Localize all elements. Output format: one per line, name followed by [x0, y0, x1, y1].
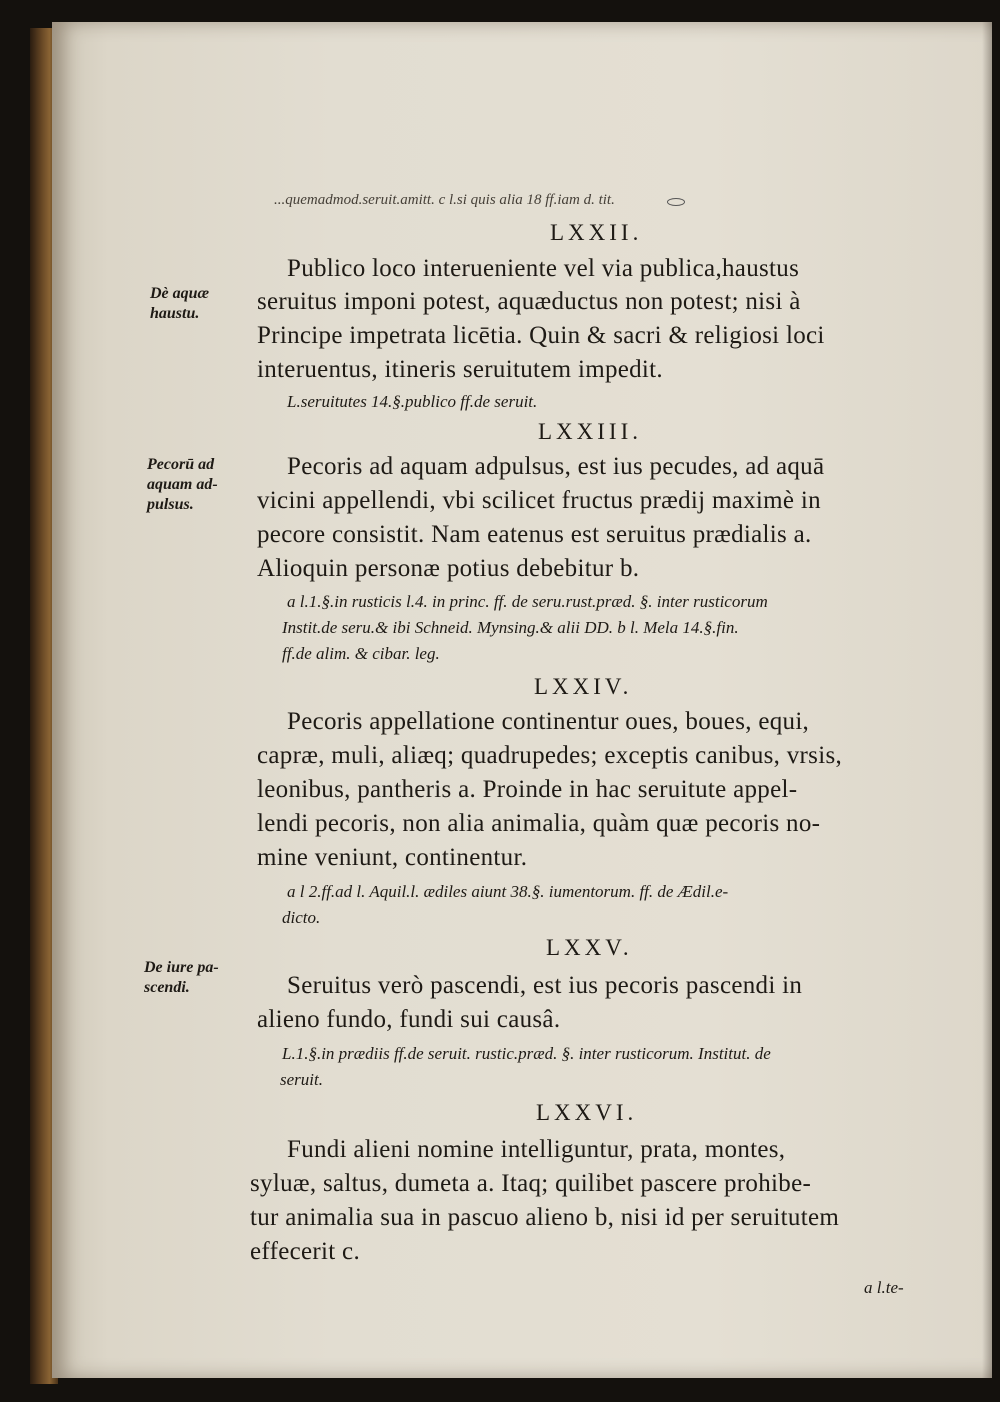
citation-line: L.1.§.in prædiis ff.de seruit. rustic.præd. §. inter rusticorum. Institut. de — [282, 1044, 771, 1063]
citation-line: Instit.de seru.& ibi Schneid. Mynsing.& alii DD. b l. Mela 14.§.fin. — [282, 618, 739, 637]
text-line: Publico loco interueniente vel via publica,haustus — [287, 255, 800, 282]
margin-note-line: De iure pa- — [144, 959, 219, 976]
catchword: a l.te- — [864, 1278, 904, 1297]
text-line: lendi pecoris, non alia animalia, quàm quæ pecoris no- — [257, 810, 821, 837]
text-line: Principe impetrata licētia. Quin & sacri & religiosi loci — [257, 322, 825, 349]
text-line: Pecoris appellatione continentur oues, boues, equi, — [287, 708, 810, 735]
text-line: vicini appellendi, vbi scilicet fructus prædij maximè in — [257, 487, 821, 514]
text-line: Pecoris ad aquam adpulsus, est ius pecudes, ad aquā — [287, 453, 825, 480]
margin-note-line: scendi. — [144, 979, 190, 996]
text-line: mine veniunt, continentur. — [257, 844, 528, 871]
margin-note-line: pulsus. — [147, 496, 194, 513]
heading-lxxvi: LXXVI. — [536, 1100, 638, 1125]
margin-note-line: Dè aquæ — [150, 285, 210, 302]
torn-top-fragment: ...quemadmod.seruit.amitt. c l.si quis alia 18 ff.iam d. tit. — [274, 192, 615, 208]
text-line: capræ, muli, aliæq; quadrupedes; exceptis canibus, vrsis, — [257, 742, 843, 769]
text-line: syluæ, saltus, dumeta a. Itaq; quilibet pascere prohibe- — [250, 1170, 812, 1197]
margin-note-line: aquam ad- — [147, 476, 218, 493]
page-content — [52, 22, 992, 1378]
citation-line: dicto. — [282, 908, 321, 927]
heading-lxxii: LXXII. — [550, 220, 643, 245]
heading-lxxiv: LXXIV. — [534, 674, 633, 699]
text-line: interuentus, itineris seruitutem impedit. — [257, 356, 663, 383]
citation-line: L.seruitutes 14.§.publico ff.de seruit. — [287, 392, 538, 411]
margin-note-de-aquae-haustu — [150, 284, 260, 324]
margin-note-line: haustu. — [150, 305, 200, 322]
text-line: Fundi alieni nomine intelliguntur, prata, montes, — [287, 1136, 786, 1163]
text-line: pecore consistit. Nam eatenus est seruitus prædialis a. — [257, 521, 812, 548]
book-page — [52, 22, 992, 1378]
text-line: leonibus, pantheris a. Proinde in hac seruitute appel- — [257, 776, 798, 803]
text-line: effecerit c. — [250, 1238, 360, 1265]
citation-line: ff.de alim. & cibar. leg. — [282, 644, 440, 663]
text-line: seruitus imponi potest, aquæductus non potest; nisi à — [257, 288, 801, 315]
margin-note-pecorum-ad-aquam — [147, 455, 257, 515]
text-line: alieno fundo, fundi sui causâ. — [257, 1006, 561, 1033]
ink-blot-mark — [667, 198, 685, 206]
citation-line: a l 2.ff.ad l. Aquil.l. ædiles aiunt 38.§. iumentorum. ff. de Ædil.e- — [287, 882, 729, 901]
margin-note-line: Pecorū ad — [147, 456, 215, 473]
text-line: tur animalia sua in pascuo alieno b, nisi id per seruitutem — [250, 1204, 840, 1231]
text-line: Alioquin personæ potius debebitur b. — [257, 555, 640, 582]
heading-lxxiii: LXXIII. — [538, 419, 642, 444]
margin-note-de-iure-pascendi — [144, 958, 254, 998]
citation-line: a l.1.§.in rusticis l.4. in princ. ff. de seru.rust.præd. §. inter rusticorum — [287, 592, 768, 611]
text-line: Seruitus verò pascendi, est ius pecoris pascendi in — [287, 972, 803, 999]
heading-lxxv: LXXV. — [546, 935, 633, 960]
citation-line: seruit. — [280, 1070, 323, 1089]
